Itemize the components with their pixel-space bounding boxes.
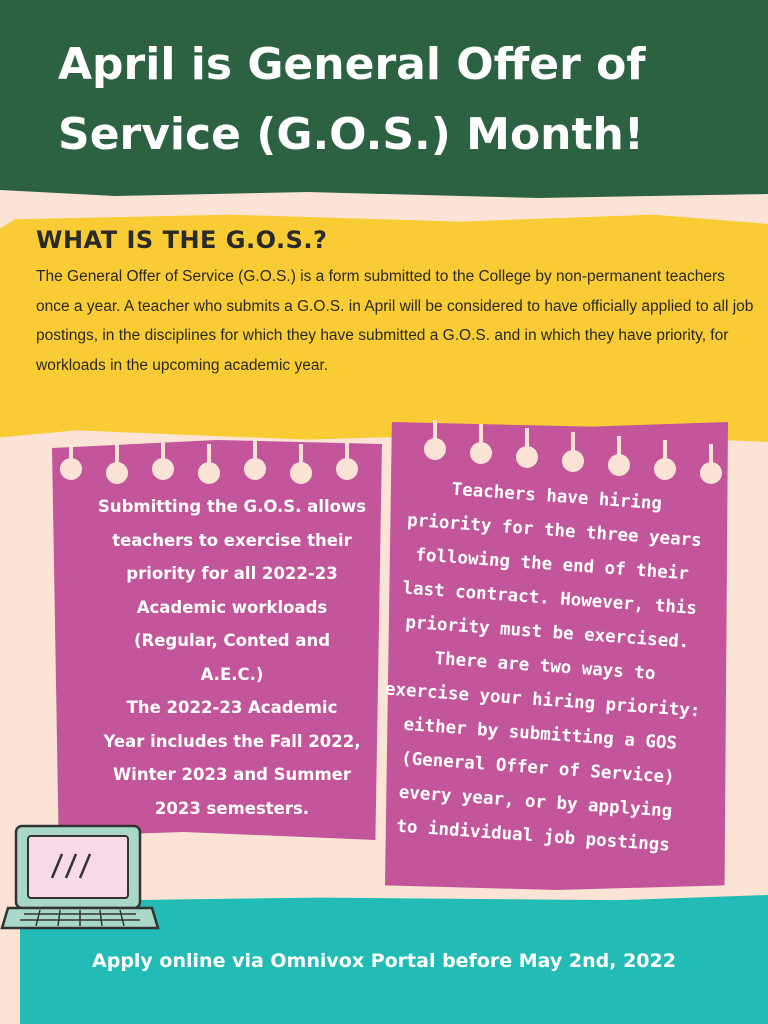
card-hole <box>562 450 584 472</box>
card-hole <box>470 442 492 464</box>
card-hole <box>106 462 128 484</box>
card-hole <box>152 458 174 480</box>
card-hole <box>700 462 722 484</box>
text-line: priority for the three years <box>406 510 703 552</box>
info-heading: WHAT IS THE G.O.S.? <box>36 226 328 254</box>
text-line: Teachers have hiring <box>451 479 663 515</box>
text-line: last contract. However, this <box>401 578 698 619</box>
left-card-text <box>82 490 382 825</box>
text-line: The 2022-23 Academic <box>126 698 338 717</box>
card-hole <box>608 454 630 476</box>
card-hole <box>336 458 358 480</box>
text-line: There are two ways to <box>433 648 657 685</box>
text-line: exercise your hiring priority: <box>384 679 701 722</box>
text-line: teachers to exercise their <box>112 530 352 550</box>
text-line: priority for all 2022-23 <box>126 564 338 583</box>
title-line-2: Service (G.O.S.) Month! <box>58 109 644 160</box>
laptop-icon <box>0 820 160 938</box>
footer-cta: Apply online via Omnivox Portal before May 2nd, 2022 <box>92 950 676 972</box>
card-hole <box>424 438 446 460</box>
card-hole <box>60 458 82 480</box>
text-line: either by submitting a GOS <box>402 714 678 754</box>
text-line: to individual job postings <box>395 816 671 856</box>
card-hole <box>290 462 312 484</box>
card-hole <box>244 458 266 480</box>
text-line: (General Offer of Service) <box>400 748 676 788</box>
text-line: following the end of their <box>414 545 690 585</box>
text-line: Year includes the Fall 2022, <box>103 731 361 751</box>
card-hole <box>654 458 676 480</box>
title-line-1: April is General Offer of <box>58 39 646 90</box>
text-line: priority must be exercised. <box>404 612 690 653</box>
text-line: Academic workloads <box>136 597 328 617</box>
page-title <box>58 30 748 170</box>
text-line: Submitting the G.O.S. allows <box>97 497 367 516</box>
info-body: The General Offer of Service (G.O.S.) is a form submitted to the College by non-permanent teachers once a year. A teacher who submits a G.O.S. in April will be considered to have officially applied to all job postings, in the disciplines for which they have submitted a G.O.S. and in which they have priority, for workloads in the upcoming academic year. <box>36 268 754 374</box>
text-line: 2023 semesters. <box>154 798 310 818</box>
card-hole <box>198 462 220 484</box>
text-line: A.E.C.) <box>200 664 264 684</box>
text-line: (Regular, Conted and <box>133 631 331 650</box>
text-line: every year, or by applying <box>398 782 673 822</box>
right-card-text <box>372 469 717 864</box>
card-hole <box>516 446 538 468</box>
text-line: Winter 2023 and Summer <box>112 765 351 784</box>
